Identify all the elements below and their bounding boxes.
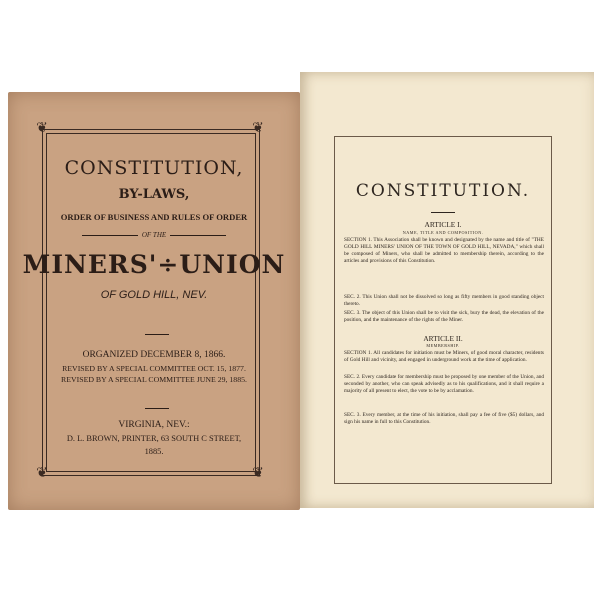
cover-order-line: ORDER OF BUSINESS AND RULES OF ORDER: [60, 212, 248, 222]
cover-divider: [145, 408, 169, 409]
cover-bylaws: BY-LAWS,: [118, 187, 190, 202]
article-2-heading: ARTICLE II.: [423, 334, 463, 343]
corner-ornament-icon: ❦: [252, 466, 264, 481]
page-divider: [431, 212, 455, 213]
cover-revised-1: REVISED BY A SPECIAL COMMITTEE OCT. 15, 1877.: [62, 364, 246, 373]
article-2-section-2: SEC. 2. Every candidate for membership must be proposed by one member of the Union, and seconded by another, who can speak advisedly as to his qualifications, and it shall require a majority of all present to elect, the vote to be by acclamation.: [344, 374, 544, 395]
cover-location: OF GOLD HILL, NEV.: [100, 289, 208, 301]
cover-city: VIRGINIA, NEV.:: [118, 420, 190, 430]
article-2-section-3: SEC. 3. Every member, at the time of his initiation, shall pay a fee of five ($5) dollars, and sign his name in full to this Constitution.: [344, 412, 544, 426]
cover-revised-2: REVISED BY A SPECIAL COMMITTEE JUNE 29, 1885.: [61, 375, 247, 384]
article-2-section-1: SECTION 1. All candidates for initiation must be Miners, of good moral character, residents of Gold Hill and vicinity, and engaged in underground work at the time of application.: [344, 350, 544, 364]
article-1-subheading: NAME, TITLE AND COMPOSITION.: [402, 230, 484, 235]
article-1-section-1: SECTION 1. This Association shall be known and designated by the name and title of "THE GOLD HILL MINERS' UNION OF THE TOWN OF GOLD HILL, NEVADA," which shall be composed of Miners, who shall be admitted to membership therein, according to the articles and provisions of this Constitution.: [344, 237, 544, 265]
cover-year: 1885.: [144, 447, 164, 456]
page-title: CONSTITUTION.: [355, 181, 531, 201]
article-1-section-2: SEC. 2. This Union shall not be dissolved so long as fifty members in good standing object thereto.: [344, 294, 544, 308]
cover-title: CONSTITUTION,: [64, 157, 244, 179]
corner-ornament-icon: ❦: [36, 466, 48, 481]
article-1-section-3: SEC. 3. The object of this Union shall be to visit the sick, bury the dead, the elevation of the position, and the maintenance of the rights of the Miner.: [344, 310, 544, 324]
cover-of-the-text: OF THE: [141, 231, 167, 239]
article-1-heading: ARTICLE I.: [424, 220, 462, 229]
cover-union-name: MINERS'÷UNION: [22, 250, 286, 279]
cover-divider: [145, 334, 169, 335]
article-2-subheading: MEMBERSHIP.: [426, 343, 460, 348]
cover-of-the: [8, 231, 300, 239]
cover-printer: D. L. BROWN, PRINTER, 63 SOUTH C STREET,: [66, 434, 242, 443]
cover-organized: ORGANIZED DECEMBER 8, 1866.: [82, 350, 226, 360]
corner-ornament-icon: ❦: [36, 121, 48, 136]
corner-ornament-icon: ❦: [252, 121, 264, 136]
